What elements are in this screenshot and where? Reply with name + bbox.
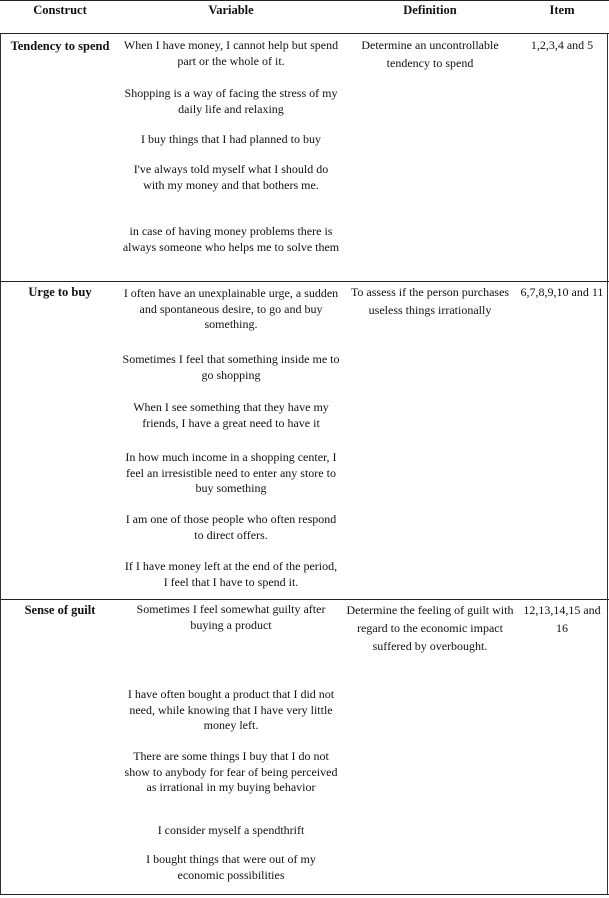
variable-item: I bought things that were out of my economic possibilities <box>146 852 316 882</box>
header-variable: Variable <box>208 3 254 17</box>
variable-item: I often have an unexplainable urge, a sudden and spontaneous desire, to go and buy something. <box>123 286 339 331</box>
table-top-rule <box>0 0 609 1</box>
definition-tendency: Determine an uncontrollable tendency to spend <box>361 38 499 70</box>
definition-guilt: Determine the feeling of guilt with regard to the economic impact suffered by overbought. <box>346 603 514 653</box>
row-divider <box>0 599 609 600</box>
variable-item: Shopping is a way of facing the stress of my daily life and relaxing <box>124 86 338 116</box>
variable-item: If I have money left at the end of the period, I feel that I have to spend it. <box>124 559 338 589</box>
items-guilt: 12,13,14,15 and 16 <box>523 603 601 635</box>
table-bottom-rule <box>0 894 609 895</box>
variable-item: In how much income in a shopping center, I feel an irresistible need to enter any store to buy something <box>125 450 337 495</box>
header-bottom-rule <box>0 33 609 34</box>
header-construct: Construct <box>33 3 87 17</box>
variable-item: Sometimes I feel somewhat guilty after buying a product <box>136 602 326 632</box>
table-right-border <box>607 33 608 895</box>
variable-item: in case of having money problems there is always someone who helps me to solve them <box>122 224 340 254</box>
variable-item: I have often bought a product that I did not need, while knowing that I have very little money left. <box>127 687 335 732</box>
construct-guilt: Sense of guilt <box>24 603 96 617</box>
variable-item: Sometimes I feel that something inside me to go shopping <box>122 352 340 382</box>
construct-tendency: Tendency to spend <box>10 39 110 53</box>
construct-urge: Urge to buy <box>28 285 92 299</box>
variable-item: I've always told myself what I should do with my money and that bothers me. <box>133 162 329 192</box>
header-definition: Definition <box>403 3 457 17</box>
variable-item: When I have money, I cannot help but spend part or the whole of it. <box>123 38 339 68</box>
variable-item: I am one of those people who often respond to direct offers. <box>125 512 337 542</box>
items-urge: 6,7,8,9,10 and 11 <box>520 285 604 299</box>
variable-item: There are some things I buy that I do not show to anybody for fear of being perceived as irrational in my buying behavior <box>124 749 338 794</box>
variable-item: I buy things that I had planned to buy <box>141 132 321 146</box>
table-left-border <box>0 33 1 895</box>
items-tendency: 1,2,3,4 and 5 <box>530 38 594 52</box>
header-item: Item <box>549 3 575 17</box>
variable-item: When I see something that they have my friends, I have a great need to have it <box>133 400 329 430</box>
row-divider <box>0 281 609 282</box>
definition-urge: To assess if the person purchases useless things irrationally <box>350 285 510 317</box>
variable-item: I consider myself a spendthrift <box>157 823 305 837</box>
table-header <box>0 0 609 33</box>
